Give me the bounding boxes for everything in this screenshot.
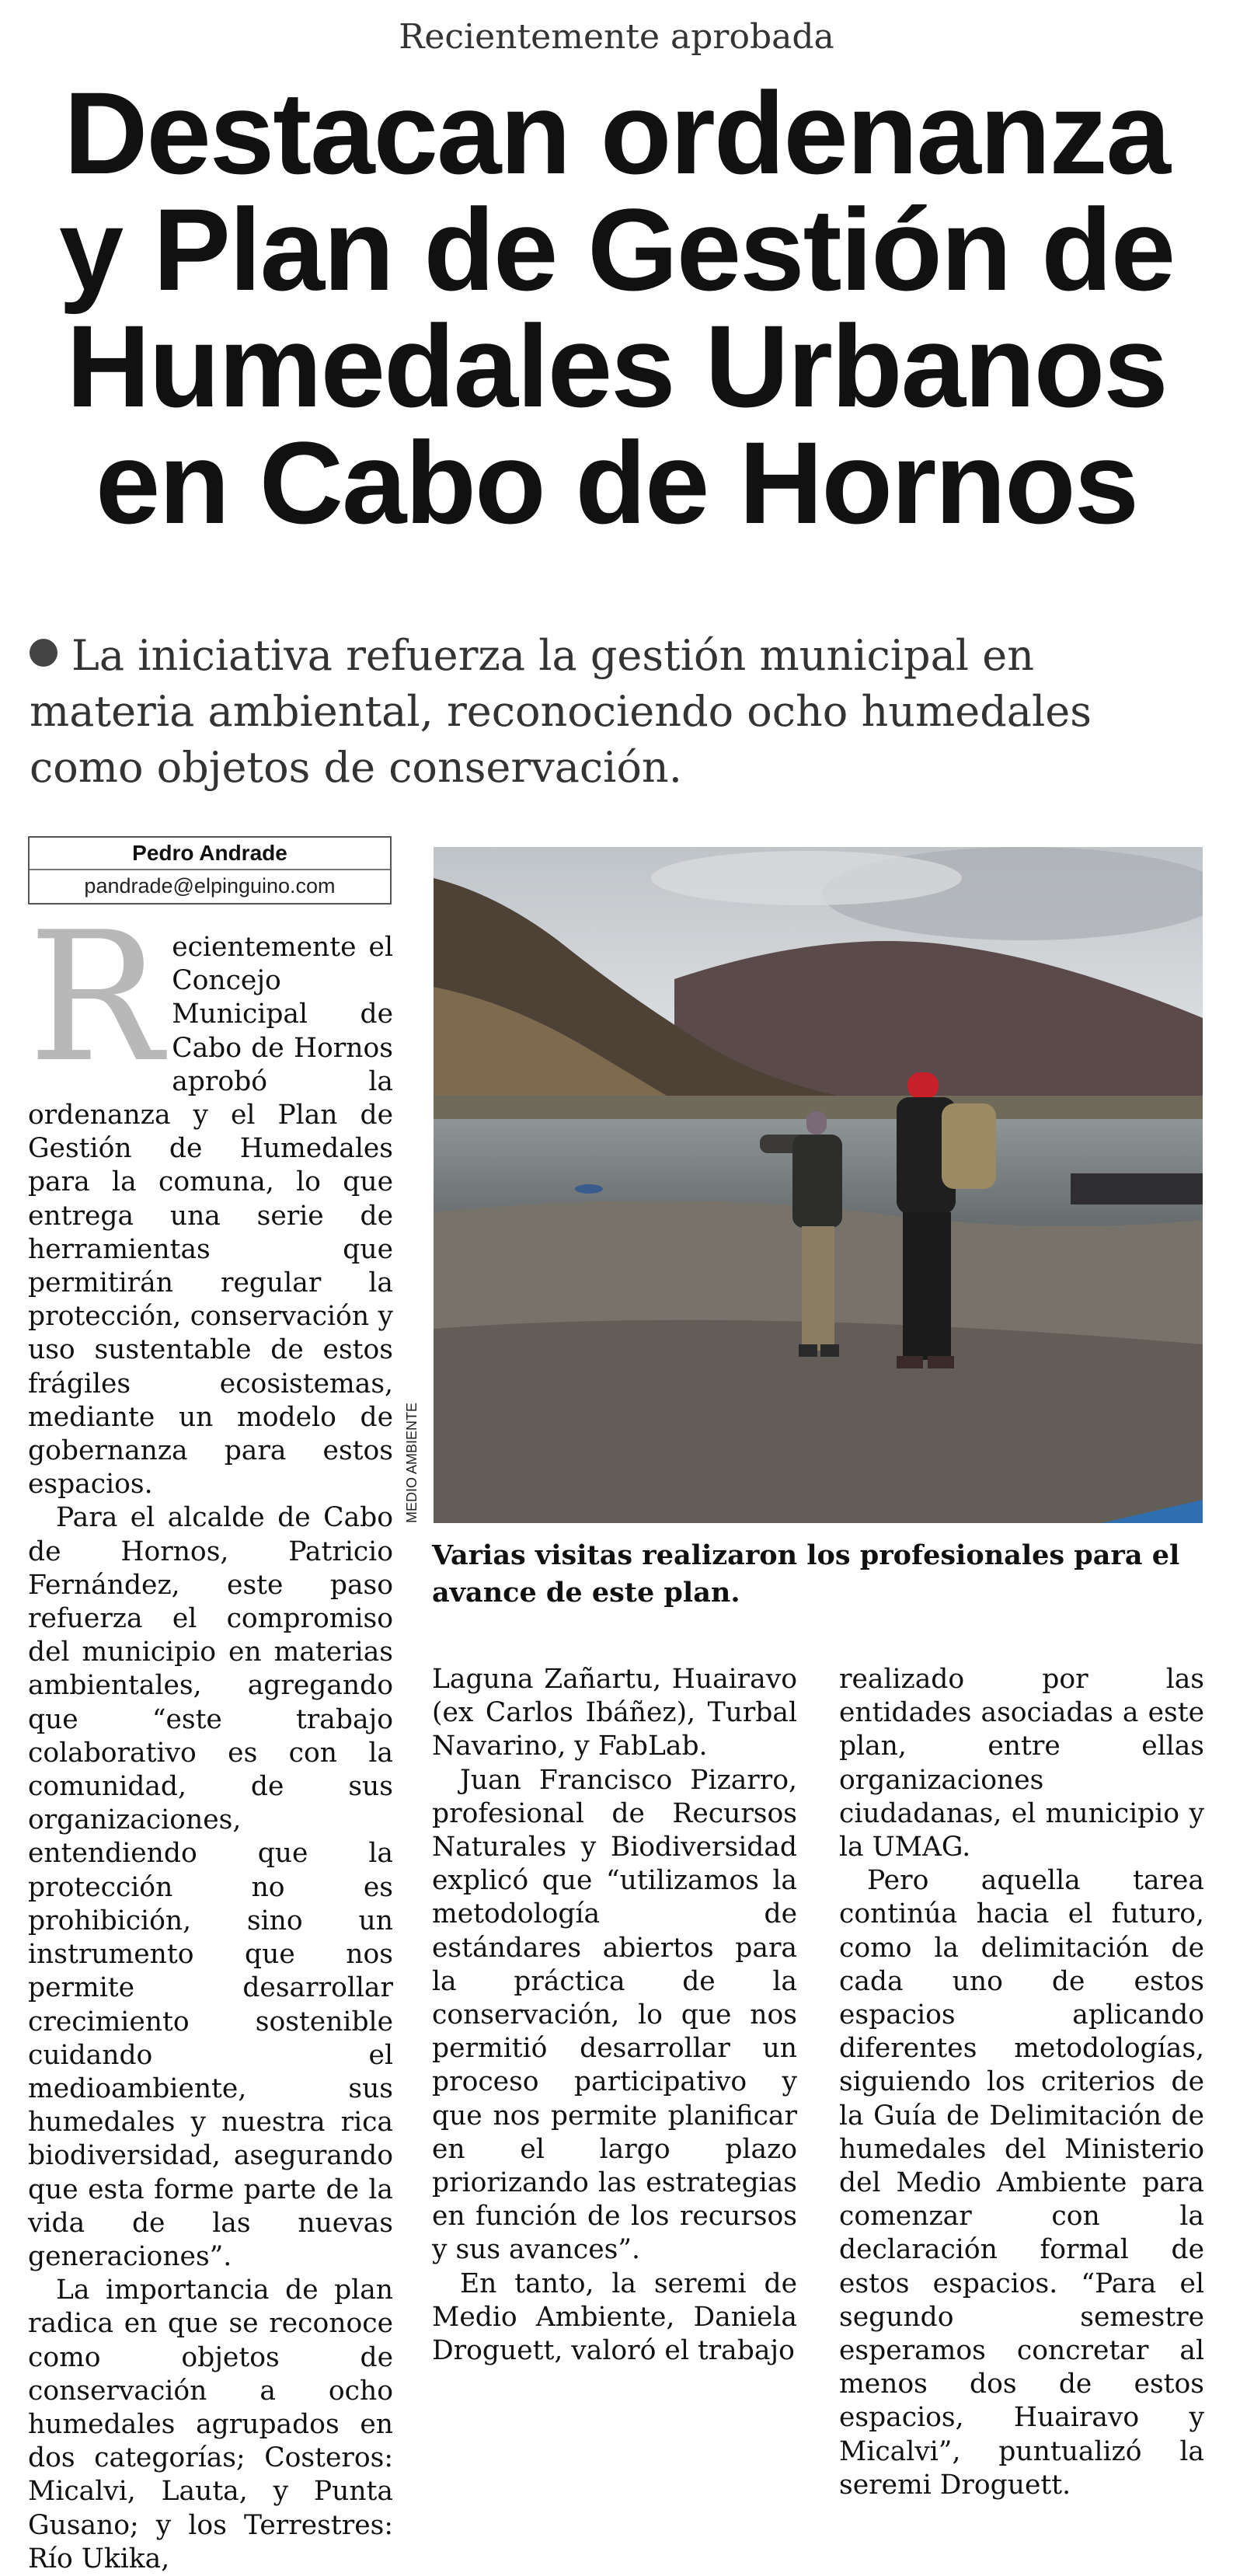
paragraph-7: realizado por las entidades asociadas a este plan, entre ellas organizaciones ciudadanas, el municipio y la UMAG. <box>839 1664 1204 1863</box>
paragraph-3: La importancia de plan radica en que se reconoce como objetos de conservación a ocho humedales agrupados en dos categorías; Costeros: Micalvi, Lauta, y Punta Gusano; y los Terrestres: Río Ukika, <box>28 2274 393 2574</box>
paragraph-1-text: ecientemente el Concejo Municipal de Cabo de Hornos aprobó la ordenanza y el Plan de Gestión de Humedales para la comuna, lo que entrega una serie de herramientas que permitirán regular la protección, conservación y uso sustentable de estos frágiles ecosistemas, mediante un modelo de gobernanza para estos espacios. <box>28 932 393 1501</box>
photo-credit: MEDIO AMBIENTE <box>404 1402 420 1523</box>
bullet-icon <box>30 639 57 667</box>
article-column-1 <box>28 894 393 2576</box>
paragraph-2: Para el alcalde de Cabo de Hornos, Patricio Fernández, este paso refuerza el compromiso del municipio en materias ambientales, agregando que “este trabajo colaborativo es con la comunidad, de sus organizaciones, entendiendo que la protección no es prohibición, sino un instrumento que nos permite desarrollar crecimiento sostenible cuidando el medioambiente, sus humedales y nuestra rica biodiversidad, asegurando que esta forme parte de la vida de las nuevas generaciones”. <box>28 1502 393 2272</box>
paragraph-8: Pero aquella tarea continúa hacia el futuro, como la delimitación de cada uno de estos espacios aplicando diferentes metodologías, siguiendo los criterios de la Guía de Delimitación de humedales del Ministerio del Medio Ambiente para comenzar con la declaración formal de estos espacios. “Para el segundo semestre esperamos concretar al menos dos de estos espacios, Huairavo y Micalvi”, puntualizó la seremi Droguett. <box>839 1865 1204 2501</box>
headline-line-4: en Cabo de Hornos <box>95 417 1138 548</box>
headline-line-2: y Plan de Gestión de <box>58 184 1175 315</box>
headline-line-3: Humedales Urbanos <box>66 301 1167 431</box>
kicker: Recientemente aprobada <box>399 17 834 57</box>
headline-line-1: Destacan ordenanza <box>64 68 1169 198</box>
wetland-photo-image <box>434 847 1203 1523</box>
photo-caption: Varias visitas realizaron los profesionales para el avance de este plan. <box>432 1539 1180 1609</box>
article-column-2 <box>432 1663 797 2368</box>
article-photo <box>434 847 1203 1523</box>
deck <box>30 628 1210 796</box>
paragraph-4: Laguna Zañartu, Huairavo (ex Carlos Ibáñez), Turbal Navarino, y FabLab. <box>432 1664 797 1762</box>
headline <box>31 68 1202 548</box>
author-email[interactable]: pandrade@elpinguino.com <box>84 874 336 898</box>
article-column-3 <box>839 1663 1204 2502</box>
paragraph-6: En tanto, la seremi de Medio Ambiente, Daniela Droguett, valoró el trabajo <box>432 2268 797 2367</box>
paragraph-5: Juan Francisco Pizarro, profesional de Recursos Naturales y Biodiversidad explicó que “utilizamos la metodología de estándares abiertos para la práctica de la conservación, lo que nos permitió desarrollar un proceso participativo y que nos permite planificar en el largo plazo priorizando las estrategias en función de los recursos y sus avances”. <box>432 1764 797 2266</box>
author-name: Pedro Andrade <box>30 838 390 870</box>
paragraph-1 <box>28 894 393 1501</box>
deck-text: La iniciativa refuerza la gestión municipal en materia ambiental, reconociendo ocho humedales como objetos de conservación. <box>30 631 1092 792</box>
drop-cap: R <box>28 894 163 1102</box>
